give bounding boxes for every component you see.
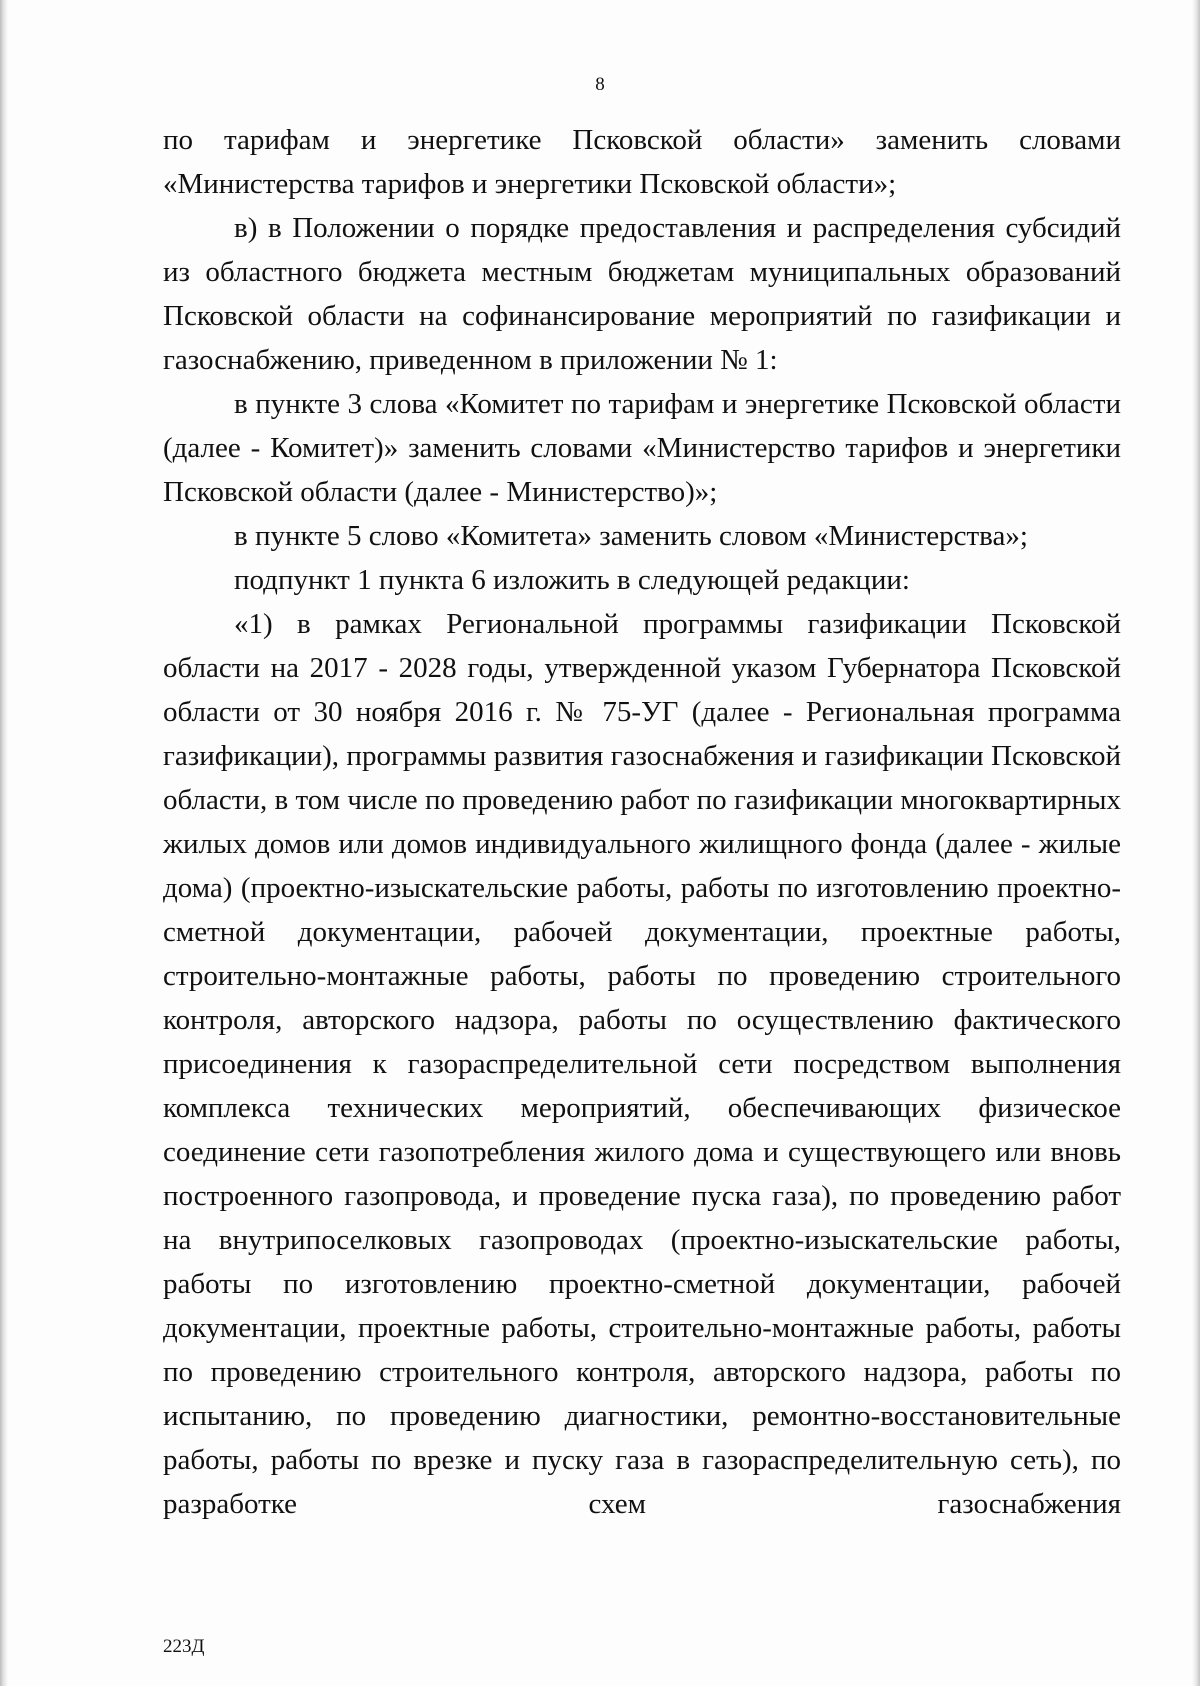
paragraph-point-5: в пункте 5 слово «Комитета» заменить словом «Министерства»; [234, 520, 1028, 552]
scan-right-edge [1192, 0, 1200, 1686]
paragraph-subsection-v: в) в Положении о порядке предоставления и распределения субсидий из областного бюджета местным бюджетам муниципальных образований Псковской области на софинансирование мероприятий по газификации и газоснабжению, приведенном в приложении № 1: [163, 212, 1121, 376]
paragraph-subpoint-1-text: «1) в рамках Региональной программы газификации Псковской области на 2017 - 2028 годы, утвержденной указом Губернатора Псковской области от 30 ноября 2016 г. № 75-УГ (далее - Региональная программа газификации), программы развития газоснабжения и газификации Псковской области, в том числе по проведению работ по газификации многоквартирных жилых домов или домов индивидуального жилищного фонда (далее - жилые дома) (проектно-изыскательские работы, работы по изготовлению проектно-сметной документации, рабочей документации, проектные работы, строительно-монтажные работы, работы по проведению строительного контроля, авторского надзора, работы по осуществлению фактического присоединения к газораспределительной сети посредством выполнения комплекса технических мероприятий, обеспечивающих физическое соединение сети газопотребления жилого дома и существующего или вновь построенного газопровода, и проведение пуска газа), по проведению работ на внутрипоселковых газопроводах (проектно-изыскательские работы, работы по изготовлению проектно-сметной документации, рабочей документации, проектные работы, строительно-монтажные работы, работы по проведению строительного контроля, авторского надзора, работы по испытанию, по проведению диагностики, ремонтно-восстановительные работы, работы по врезке и пуску газа в газораспределительную сеть), по разработке схем газоснабжения [163, 608, 1121, 1520]
document-code: 223Д [163, 1636, 205, 1657]
page-number: 8 [595, 74, 605, 95]
paragraph-point-3: в пункте 3 слова «Комитет по тарифам и энергетике Псковской области (далее - Комитет)» заменить словами «Министерство тарифов и энергетики Псковской области (далее - Министерство)»; [163, 388, 1121, 508]
document-body [163, 118, 1121, 1526]
paragraph-continuation: по тарифам и энергетике Псковской области» заменить словами «Министерства тарифов и энергетики Псковской области»; [163, 124, 1121, 200]
paragraph-subpoint-1-intro: подпункт 1 пункта 6 изложить в следующей редакции: [234, 564, 910, 596]
scan-left-edge [0, 0, 8, 1686]
